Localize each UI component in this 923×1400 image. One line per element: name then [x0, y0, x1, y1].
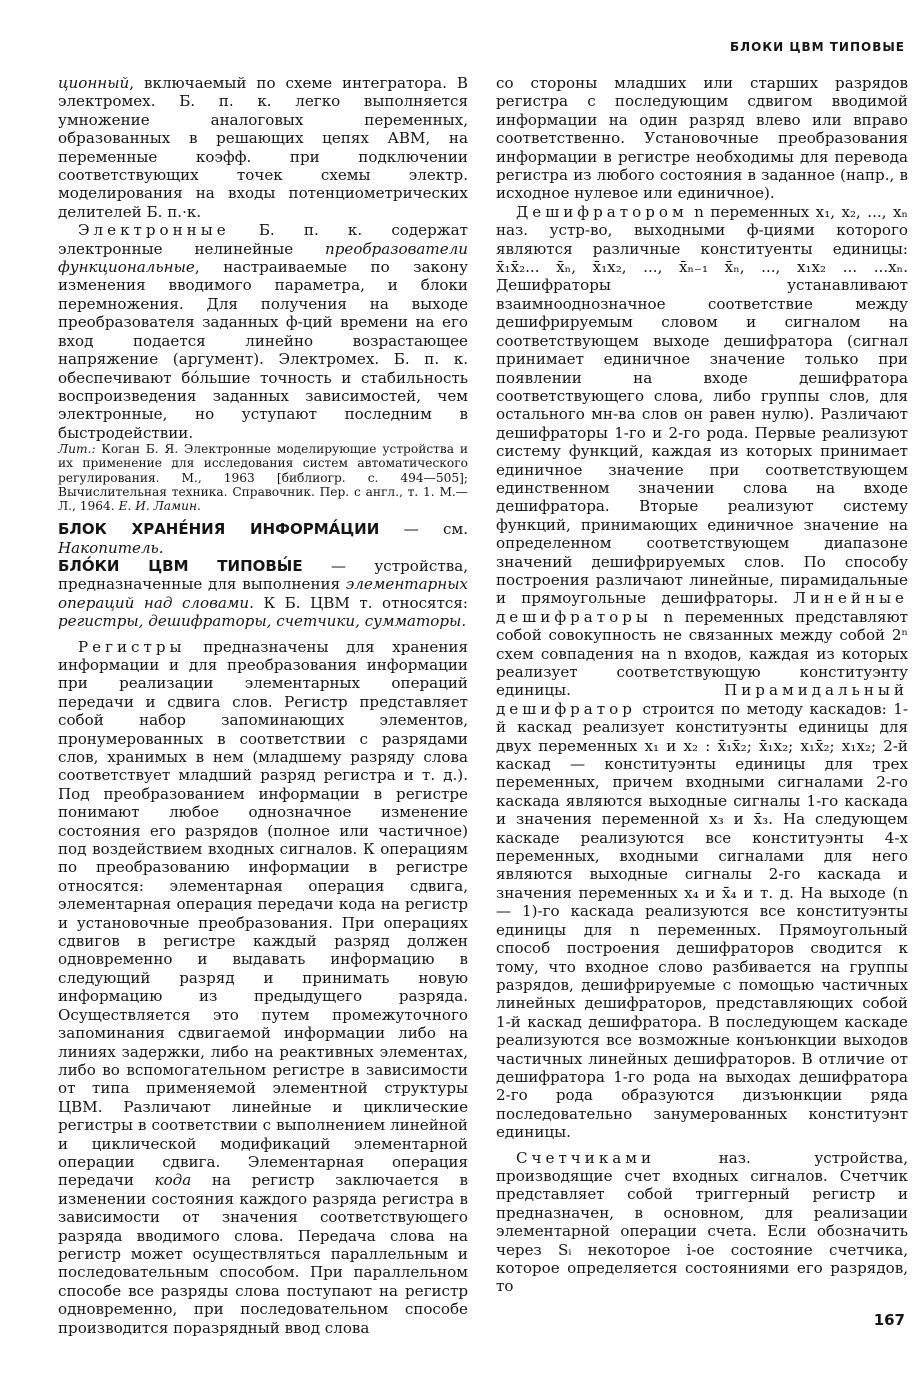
cross-reference: кода: [154, 1171, 192, 1190]
spaced-term: Счетчиками: [516, 1148, 656, 1167]
spaced-term: Дешифратором: [516, 202, 688, 221]
left-column: [58, 74, 468, 1337]
spaced-term: Пирамидальный дешифратор: [496, 681, 908, 718]
page-number: 167: [873, 1311, 905, 1329]
entry-heading: БЛОК ХРАНЕ́НИЯ ИНФОРМА́ЦИИ: [58, 520, 380, 539]
paragraph-continuation: со стороны младших или старших разрядов регистра с последующим сдвигом вводимой информации на один разряд влево или вправо соответственно. Установочные преобразования информации в регистре необходимы для перевода регистра из любого состояния в заданное (напр., в исходное нулевое или единичное).: [496, 74, 908, 203]
paragraph-continuation: ционный, включаемый по схеме интегратора. В электромех. Б. п. к. легко выполняется умножение аналоговых переменных, образованных в решающих цепях АВМ, на переменные коэфф. при подключении соответствующих точек схемы электр. моделирования на входы потенциометрических делителей Б. п.·к.: [58, 74, 468, 221]
paragraph-counters: Счетчиками наз. устройства, производящие счет входных сигналов. Счетчик представляет собой триггерный регистр и предназначен, в основном, для реализации элементарной операции счета. Если обозначить через Sᵢ некоторое i-ое состояние счетчика, которое определяется состояниями его разрядов, то: [496, 1148, 908, 1296]
right-column: [496, 74, 908, 1296]
spaced-term: Линейные дешифраторы: [496, 589, 908, 626]
literature-label: Лит.:: [58, 442, 96, 457]
paragraph-electronic: Электронные Б. п. к. содержат электронные нелинейные преобразователи функциональные, настраиваемые по закону изменения вводимого параметра, и блоки перемножения. Для получения на выходе преобразователя заданных ф-ций времени на его вход подается линейно возрастающее напряжение (аргумент). Электромех. Б. п. к. обеспечивают бо́льшие точность и стабильность воспроизведения заданных зависимостей, чем электронные, но уступают последним в быстродействии.: [58, 221, 468, 442]
entry-heading: БЛО́КИ ЦВМ ТИПОВЫ́Е: [58, 556, 303, 575]
cross-reference: преобразователи функциональные: [58, 239, 468, 277]
spaced-term: Регистры: [78, 637, 186, 656]
italic-term: ционный: [58, 74, 130, 92]
spaced-term: Электронные: [78, 221, 230, 240]
paragraph-registers: Регистры предназначены для хранения информации и для преобразования информации при реализации элементарных операций передачи и сдвига слов. Регистр представляет собой набор запоминающих элементов, пронумерованных в соответствии с разрядами слов, хранимых в нем (младшему разряду слова соответствует младший разряд регистра и т. д.). Под преобразованием информации в регистре понимают любое однозначное изменение состояния его разрядов (полное или частичное) под воздействием входных сигналов. К операциям по преобразованию информации в регистре относятся: элементарная операция сдвига, элементарная операция передачи кода на регистр и установочные преобразования. При операциях сдвигов в регистре каждый разряд должен одновременно и выдавать информацию в следующий разряд и принимать новую информацию из предыдущего разряда. Осуществляется это путем промежуточного запоминания сдвигаемой информации либо на линиях задержки, либо на реактивных элементах, либо во вспомогательном регистре в зависимости от типа применяемой элементной структуры ЦВМ. Различают линейные и циклические регистры в соответствии с выполнением линейной и циклической модификаций элементарной операции сдвига. Элементарная операция передачи кода на регистр заключается в изменении состояния каждого разряда регистра в зависимости от значения соответствующего разряда вводимого слова. Передача слова на регистр может осуществляться параллельным и последовательным способом. При параллельном способе все разряды слова поступают на регистр одновременно, при последовательном способе производится поразрядный ввод слова: [58, 637, 469, 1337]
entry-cvm-blocks: БЛО́КИ ЦВМ ТИПОВЫ́Е — устройства, предназначенные для выполнения элементарных операций над словами. К Б. ЦВМ т. относятся: регистры, дешифраторы, счетчики, сумматоры.: [58, 556, 468, 631]
cross-reference: элементарных операций над словами: [58, 575, 468, 612]
paragraph-decoders: Дешифратором n переменных x₁, x₂, ..., xₙ наз. устр-во, выходными ф-циями которого являются различные конституенты единицы: x̄₁x̄₂... x̄ₙ, x̄₁x₂, ..., x̄ₙ₋₁ x̄ₙ, ..., x₁x₂ ... ...xₙ. Дешифраторы устанавливают взаимнооднозначное соответствие между дешифрируемым словом и сигналом на соответствующем выходе дешифратора (сигнал принимает единичное значение только при появлении на входе дешифратора соответствующего слова, либо группы слов, для остального мн-ва слов он равен нулю). Различают дешифраторы 1-го и 2-го рода. Первые реализуют систему функций, каждая из которых принимает единичное значение при соответствующем единственном значении слова на входе дешифратора. Вторые реализуют систему функций, принимающих единичное значение на определенном соответствующем диапазоне значений дешифрируемых слов. По способу построения различают линейные, пирамидальные и прямоугольные дешифраторы. Линейные дешифраторы n переменных представляют собой совокупность не связанных между собой 2ⁿ схем совпадения на n входов, каждая из которых реализует соответствующую конституэнту единицы. Пирамидальный дешифратор строится по методу каскадов: 1-й каскад реализует конституэнты единицы для двух переменных x₁ и x₂ : x̄₁x̄₂; x̄₁x₂; x₁x̄₂; x₁x₂; 2-й каскад — конституэнты единицы для трех переменных, причем входными сигналами 2-го каскада являются выходные сигналы 1-го каскада и значения переменной x₃ и x̄₃. На следующем каскаде реализуются все конституэнты 4-х переменных, входными сигналами для него являются выходные сигналы 2-го каскада и значения переменных x₄ и x̄₄ и т. д. На выходе (n — 1)-го каскада реализуются все конституэнты единицы для n переменных. Прямоугольный способ построения дешифраторов сводится к тому, что входное слово разбивается на группы разрядов, дешифрируемые с помощью частичных линейных дешифраторов, представляющих собой 1-й каскад дешифратора. В последующем каскаде реализуются все возможные конъюнкции выходов частичных линейных дешифраторов. В отличие от дешифратора 1-го рода на выходах дешифратора 2-го рода образуются дизъюнкции ряда последовательно занумерованных конституэнт единицы.: [496, 202, 908, 1142]
entry-storage-block: БЛОК ХРАНЕ́НИЯ ИНФОРМА́ЦИИ — см. Накопитель.: [58, 520, 469, 557]
running-title: БЛОКИ ЦВМ ТИПОВЫЕ: [730, 40, 905, 54]
cross-reference: регистры, дешифраторы, счетчики, сумматоры.: [58, 612, 467, 631]
literature-block: Лит.: Коган Б. Я. Электронные моделирующие устройства и их применение для исследования систем автоматического регулирования. М., 1963 [библиогр. с. 494—505]; Вычислительная техника. Справочник. Пер. с англ., т. 1. М.— Л., 1964. Е. И. Ламин.: [58, 442, 468, 513]
author-signature: Е. И. Ламин.: [118, 498, 201, 513]
cross-reference: Накопитель.: [58, 538, 164, 557]
